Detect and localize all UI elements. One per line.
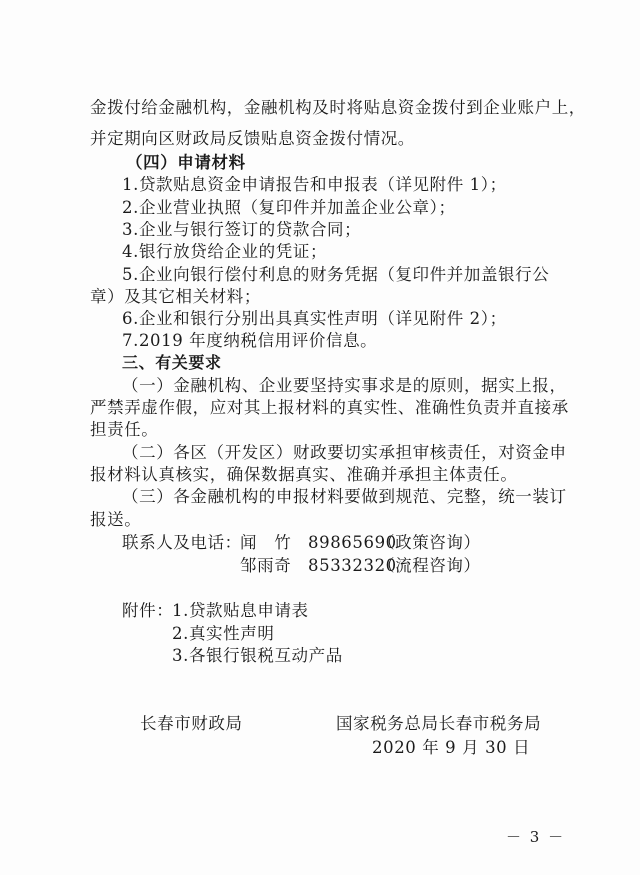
paragraph-line: 报送。 <box>90 510 142 529</box>
issue-date: 2020 年 9 月 30 日 <box>372 738 531 757</box>
contact-note: （政策咨询） <box>378 533 481 552</box>
attachment-item: 1.贷款贴息申请表 <box>172 601 309 620</box>
list-item: 2.企业营业执照（复印件并加盖企业公章）； <box>122 198 456 217</box>
list-item: 5.企业向银行偿付利息的财务凭据（复印件并加盖银行公 <box>122 265 550 284</box>
paragraph-line: （二）各区（开发区）财政要切实承担审核责任，对资金申 <box>122 443 567 462</box>
section-heading-requirements: 三、有关要求 <box>122 353 222 372</box>
paragraph-line: 报材料认真核实，确保数据真实、准确并承担主体责任。 <box>90 465 518 484</box>
list-item: 1.贷款贴息资金申请报告和申报表（详见附件 1）； <box>122 175 507 194</box>
paragraph-line: 担责任。 <box>90 420 159 439</box>
paragraph-line: （一）金融机构、企业要坚持实事求是的原则，据实上报， <box>122 376 567 395</box>
attachments-label: 附件： <box>122 601 174 620</box>
list-item: 4.银行放贷给企业的凭证； <box>122 242 328 261</box>
contact-name: 闻 竹 <box>240 533 292 552</box>
contact-phone: 85332320 <box>308 556 397 575</box>
paragraph-line: 严禁弄虚作假，应对其上报材料的真实性、准确性负责并直接承 <box>90 398 569 417</box>
attachment-item: 2.真实性声明 <box>172 624 275 643</box>
paragraph-line: 并定期向区财政局反馈贴息资金拨付情况。 <box>90 129 415 148</box>
paragraph-line: （三）各金融机构的申报材料要做到规范、完整，统一装订 <box>122 487 567 506</box>
contacts-label: 联系人及电话： <box>122 533 242 552</box>
page-number: － 3 － <box>506 828 566 846</box>
section-heading-materials: （四）申请材料 <box>126 153 246 172</box>
list-item-continuation: 章）及其它相关材料； <box>90 287 261 306</box>
attachment-item: 3.各银行银税互动产品 <box>172 646 343 665</box>
issuer-finance-bureau: 长春市财政局 <box>140 714 243 733</box>
issuer-tax-bureau: 国家税务总局长春市税务局 <box>336 714 542 733</box>
contact-note: （流程咨询） <box>378 556 481 575</box>
paragraph-line: 金拨付给金融机构，金融机构及时将贴息资金拨付到企业账户上， <box>90 98 586 117</box>
contact-phone: 89865690 <box>308 533 397 552</box>
list-item: 7.2019 年度纳税信用评价信息。 <box>122 331 378 350</box>
list-item: 6.企业和银行分别出具真实性声明（详见附件 2）； <box>122 309 507 328</box>
list-item: 3.企业与银行签订的贷款合同； <box>122 220 362 239</box>
contact-name: 邹雨奇 <box>240 556 292 575</box>
